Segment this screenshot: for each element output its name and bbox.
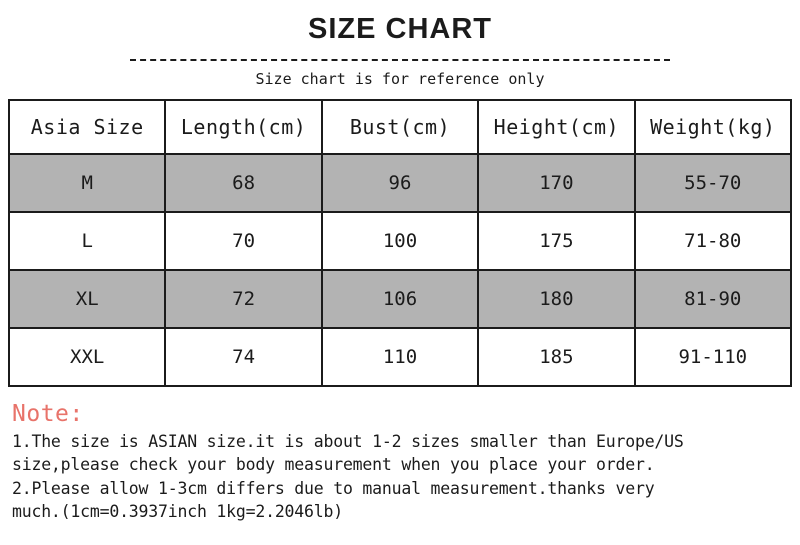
column-header-bust: Bust(cm) bbox=[322, 100, 478, 154]
cell-length: 68 bbox=[165, 154, 321, 212]
cell-bust: 106 bbox=[322, 270, 478, 328]
table-header bbox=[9, 100, 791, 154]
cell-height: 185 bbox=[478, 328, 634, 386]
cell-height: 180 bbox=[478, 270, 634, 328]
cell-weight: 81-90 bbox=[635, 270, 791, 328]
cell-weight: 71-80 bbox=[635, 212, 791, 270]
note-block bbox=[12, 401, 788, 524]
note-line-4: much.(1cm=0.3937inch 1kg=2.2046lb) bbox=[12, 502, 343, 522]
note-heading: Note: bbox=[12, 400, 84, 427]
size-chart-table bbox=[8, 99, 792, 387]
table-row bbox=[9, 328, 791, 386]
cell-bust: 110 bbox=[322, 328, 478, 386]
dashed-divider bbox=[130, 59, 670, 61]
cell-length: 74 bbox=[165, 328, 321, 386]
table-body bbox=[9, 154, 791, 386]
column-header-height: Height(cm) bbox=[478, 100, 634, 154]
cell-bust: 100 bbox=[322, 212, 478, 270]
cell-size: XXL bbox=[9, 328, 165, 386]
cell-weight: 55-70 bbox=[635, 154, 791, 212]
table-row bbox=[9, 270, 791, 328]
cell-size: L bbox=[9, 212, 165, 270]
cell-size: M bbox=[9, 154, 165, 212]
column-header-asia-size: Asia Size bbox=[9, 100, 165, 154]
cell-length: 72 bbox=[165, 270, 321, 328]
cell-bust: 96 bbox=[322, 154, 478, 212]
cell-length: 70 bbox=[165, 212, 321, 270]
column-header-length: Length(cm) bbox=[165, 100, 321, 154]
cell-height: 175 bbox=[478, 212, 634, 270]
table-row bbox=[9, 212, 791, 270]
page-title: SIZE CHART bbox=[308, 13, 492, 45]
table-row bbox=[9, 154, 791, 212]
chart-subtitle: Size chart is for reference only bbox=[255, 69, 545, 88]
cell-weight: 91-110 bbox=[635, 328, 791, 386]
cell-size: XL bbox=[9, 270, 165, 328]
column-header-weight: Weight(kg) bbox=[635, 100, 791, 154]
table-header-row bbox=[9, 100, 791, 154]
note-line-2: size,please check your body measurement when you place your order. bbox=[12, 455, 655, 475]
note-line-3: 2.Please allow 1-3cm differs due to manual measurement.thanks very bbox=[12, 478, 655, 498]
note-line-1: 1.The size is ASIAN size.it is about 1-2 sizes smaller than Europe/US bbox=[12, 431, 684, 451]
cell-height: 170 bbox=[478, 154, 634, 212]
